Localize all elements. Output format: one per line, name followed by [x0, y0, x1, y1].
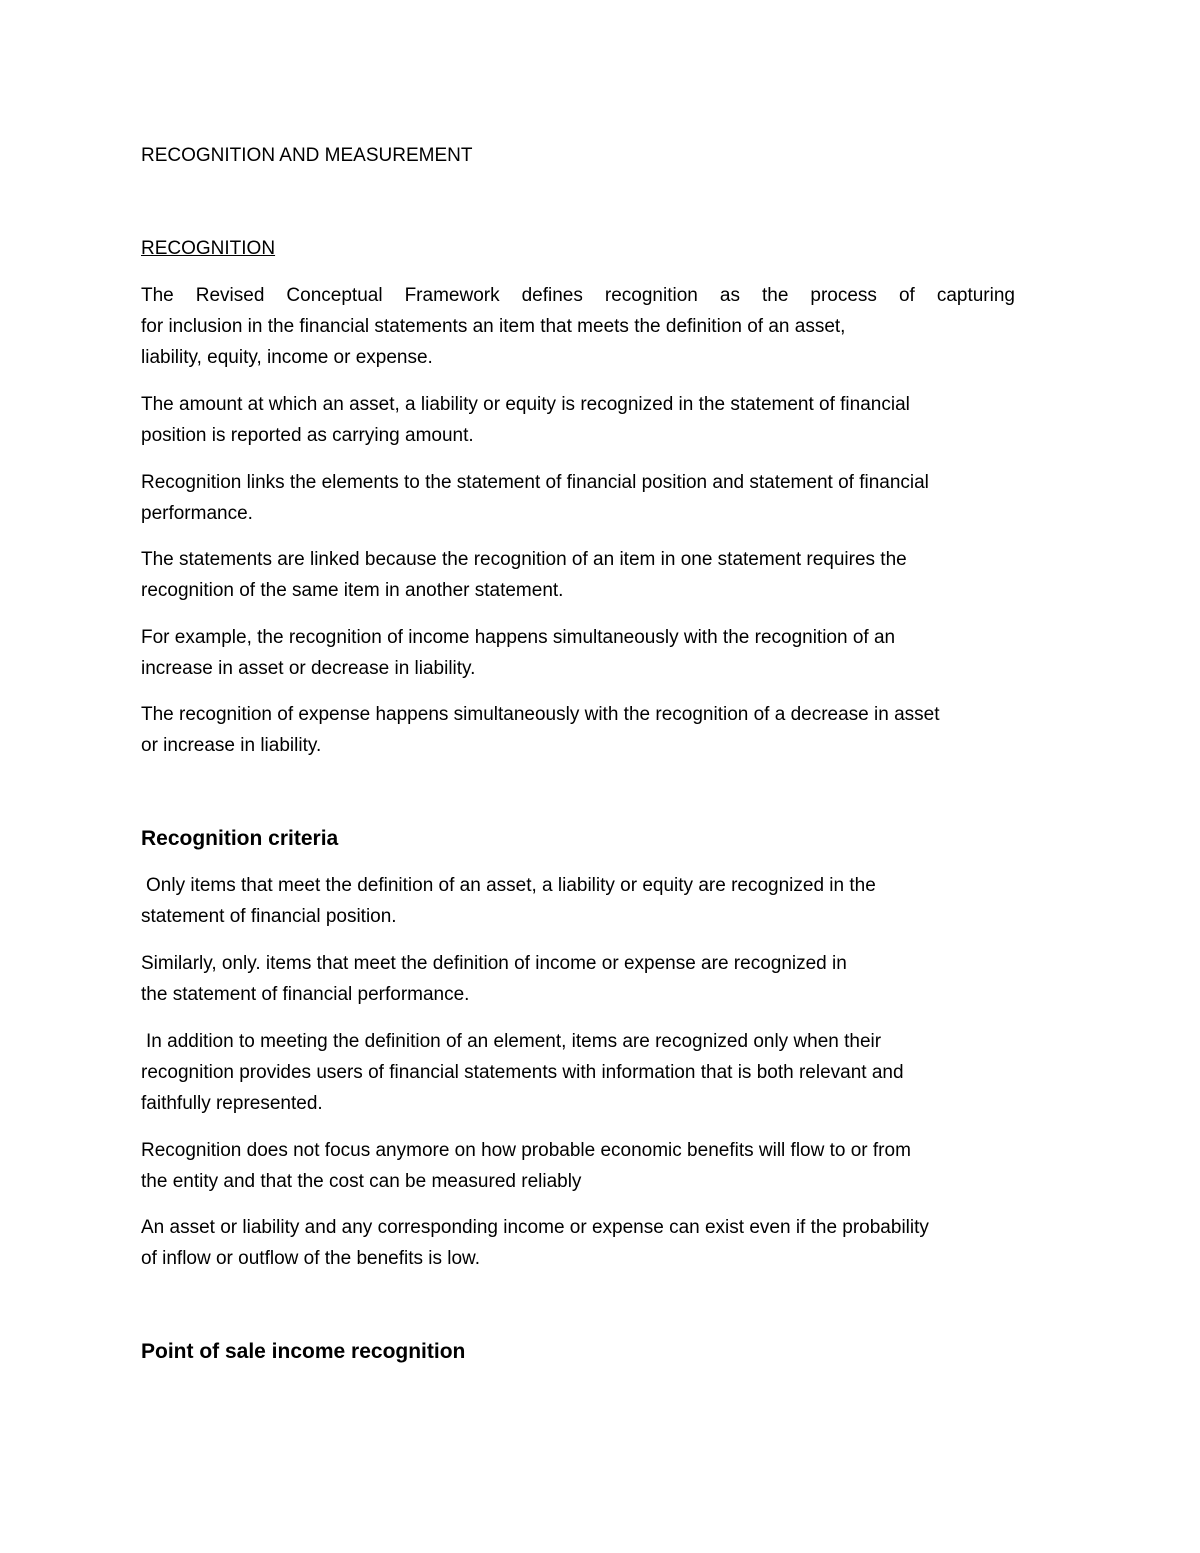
paragraph-line: performance.	[141, 503, 253, 524]
section-heading-point-of-sale: Point of sale income recognition	[141, 1340, 466, 1363]
paragraph-line: recognition of the same item in another statement.	[141, 580, 564, 601]
paragraph-line: or increase in liability.	[141, 735, 322, 756]
paragraph-line: For example, the recognition of income happens simultaneously with the recognition of an	[141, 627, 896, 648]
paragraph-line: statement of financial position.	[141, 906, 397, 927]
paragraph-line: faithfully represented.	[141, 1093, 323, 1114]
paragraph-line: the entity and that the cost can be measured reliably	[141, 1171, 582, 1192]
paragraph-line: The amount at which an asset, a liability or equity is recognized in the statement of financial	[141, 394, 910, 415]
paragraph-line: Recognition links the elements to the statement of financial position and statement of financial	[141, 472, 929, 493]
paragraph-line: The statements are linked because the recognition of an item in one statement requires the	[141, 549, 907, 570]
section-heading-recognition-criteria: Recognition criteria	[141, 827, 339, 850]
document-title: RECOGNITION AND MEASUREMENT	[141, 145, 473, 166]
paragraph-line: Recognition does not focus anymore on how probable economic benefits will flow to or from	[141, 1140, 911, 1161]
paragraph-line: liability, equity, income or expense.	[141, 347, 433, 368]
paragraph-line: increase in asset or decrease in liability.	[141, 658, 476, 679]
paragraph-line: Similarly, only. items that meet the definition of income or expense are recognized in	[141, 953, 847, 974]
paragraph-line: position is reported as carrying amount.	[141, 425, 474, 446]
paragraph-line: of inflow or outflow of the benefits is low.	[141, 1248, 481, 1269]
paragraph-line: recognition provides users of financial statements with information that is both relevant and	[141, 1062, 904, 1083]
paragraph-line: Only items that meet the definition of an asset, a liability or equity are recognized in the	[146, 875, 876, 896]
paragraph-line: The recognition of expense happens simultaneously with the recognition of a decrease in asset	[141, 704, 940, 725]
paragraph-line: The Revised Conceptual Framework defines recognition as the process of capturing	[141, 285, 1015, 306]
paragraph-line: In addition to meeting the definition of an element, items are recognized only when their	[146, 1031, 882, 1052]
paragraph-line: An asset or liability and any corresponding income or expense can exist even if the probability	[141, 1217, 929, 1238]
paragraph-line: for inclusion in the financial statements an item that meets the definition of an asset,	[141, 316, 846, 337]
paragraph-line: the statement of financial performance.	[141, 984, 470, 1005]
section-heading-recognition: RECOGNITION	[141, 238, 276, 259]
